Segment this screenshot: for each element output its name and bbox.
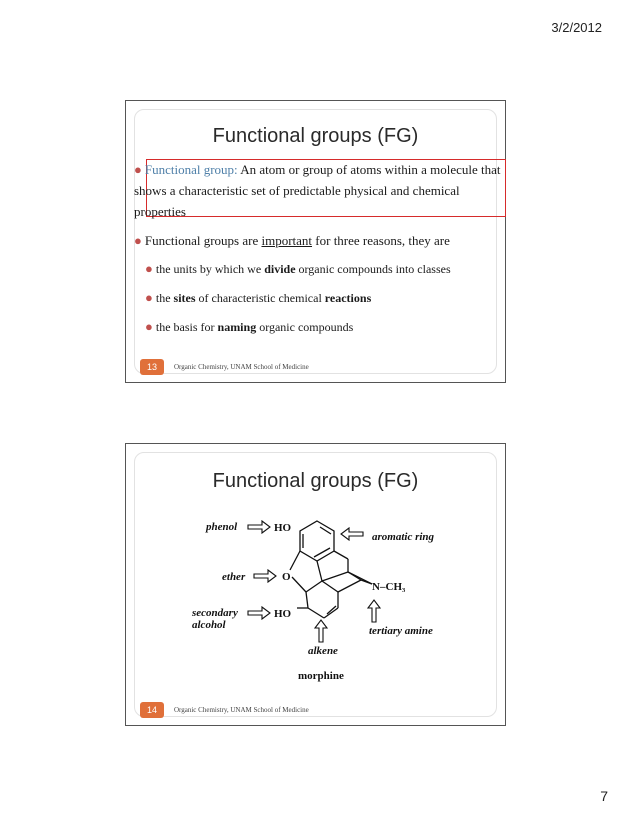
definition-bullet [134,159,504,222]
sub-text: of characteristic chemical [195,291,325,305]
slide-title: Functional groups (FG) [212,125,419,147]
sub-bullet-divide [145,261,451,277]
label-alcohol: alcohol [192,619,226,631]
up-arrow-icon [315,620,327,642]
label-morphine: morphine [298,670,344,682]
atom-ho-bottom: HO [274,608,292,620]
page-date: 3/2/2012 [551,20,602,35]
right-arrow-icon [248,521,270,533]
bullet-icon: ● [134,233,142,248]
sub-bold: naming [217,320,257,334]
sub-bold: sites [173,291,196,305]
sub-bullet-sites [145,290,371,306]
reasons-emphasis: important [261,233,313,248]
sub-bullet-naming [145,319,353,335]
definition-colon: : [234,162,238,177]
sub-text: organic compounds into classes [295,262,451,276]
atom-o: O [282,571,291,583]
right-arrow-icon [254,570,276,582]
right-arrow-icon [248,607,270,619]
atom-ch3: –CH₃ [380,581,406,593]
page-number: 7 [600,788,608,804]
label-alkene: alkene [308,645,338,657]
slide-number-badge: 14 [140,702,164,718]
reasons-text-pre: Functional groups are [144,233,262,248]
slide-title: Functional groups (FG) [212,470,419,492]
slide-13 [125,100,506,383]
sub-text: the units by which we [155,262,265,276]
label-tertiary-amine: tertiary amine [369,625,433,637]
sub-bold: reactions [324,291,372,305]
slide-footer-text: Organic Chemistry, UNAM School of Medicine [174,706,309,714]
bullet-icon: ● [145,290,153,305]
atom-ho-top: HO [274,522,292,534]
reasons-text-post: for three reasons, they are [312,233,450,248]
bullet-icon: ● [145,319,153,334]
sub-text: the basis for [155,320,218,334]
sub-text: organic compounds [256,320,354,334]
atom-n: N [372,581,380,593]
slide-number-badge: 13 [140,359,164,375]
morphine-structure-diagram [126,444,507,727]
bullet-icon: ● [134,162,142,177]
up-arrow-icon [368,600,380,622]
label-phenol: phenol [206,521,238,533]
label-arrows [248,521,380,642]
definition-term: Functional group [144,162,235,177]
label-secondary: secondary [192,607,238,619]
bullet-icon: ● [145,261,153,276]
label-ether: ether [222,571,246,583]
sub-text: the [155,291,174,305]
sub-bold: divide [264,262,296,276]
label-aromatic-ring: aromatic ring [372,531,435,543]
slide-14 [125,443,506,726]
slide-footer-text: Organic Chemistry, UNAM School of Medicine [174,363,309,371]
definition-text: An atom or group of atoms within a molecule that shows a characteristic set of predictable physical and chemical properties [134,162,501,219]
reasons-bullet [134,232,450,250]
left-arrow-icon [341,528,363,540]
